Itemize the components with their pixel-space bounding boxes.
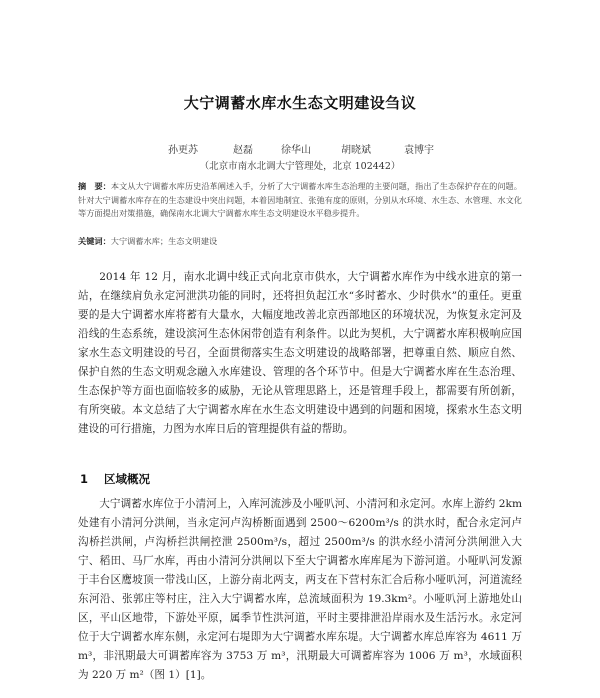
section-1-body — [78, 495, 522, 685]
author-name: 袁博宇 — [404, 145, 434, 156]
abstract — [78, 180, 522, 221]
section-1-paragraph: 大宁调蓄水库位于小清河上，入库河流涉及小哑叭河、小清河和永定河。水库上游约 2km 处建有小清河分洪闸，当永定河卢沟桥断面遇到 2500～6200m³/s 的洪水时，配合永定河卢沟桥拦洪闸，卢沟桥拦洪闸控泄 2500m³/s，超过 2500m³/s 的洪水经小清河分洪闸泄入大宁、稻田、马厂水库，再由小清河分洪闸以下至大宁调蓄水库库尾为下游河道。小哑叭河发源于丰台区鹰坡顶一带浅山区，上游分南北两支，两支在下营村东汇合后称小哑叭河，河道流经东河沿、张郭庄等村庄，注入大宁调蓄水库，总流域面积为 19.3km²。小哑叭河上游地处山区，平山区地带，下游处平原，属季节性洪河道，平时主要排泄沿岸雨水及生活污水。永定河位于大宁调蓄水库东侧，永定河右堤即为大宁调蓄水库东堤。大宁调蓄水库总库容为 4611 万 m³，非汛期最大可调蓄库容为 3753 万 m³，汛期最大可调蓄库容为 1006 万 m³，水域面积为 220 万 m²（图 1）[1]。 — [78, 498, 522, 681]
author-name: 徐华山 — [281, 145, 311, 156]
intro-paragraph: 2014 年 12 月，南水北调中线正式向北京市供水，大宁调蓄水库作为中线水进京的第一站，在继续肩负永定河泄洪功能的同时，还将担负起江水“多时蓄水、少时供水”的重任。更重要的是大宁调蓄水库将蓄有大量水，大幅度地改善北京西部地区的环境状况，为恢复永定河及沿线的生态系统，建设滨河生态休闲带创造有利条件。以此为契机，大宁调蓄水库积极响应国家水生态文明建设的号召，全面贯彻落实生态文明建设的战略部署，把尊重自然、顺应自然、保护自然的生态文明观念融入水库建设、管理的各个环节中。但是大宁调蓄水库在生态治理、生态保护等方面也面临较多的威胁，无论从管理思路上，还是管理手段上，都需要有所创新，有所突破。本文总结了大宁调蓄水库在水生态文明建设中遇到的问题和困境，探索水生态文明建设的可行措施，力图为水库日后的管理提供有益的帮助。 — [78, 271, 522, 435]
keywords-text: 大宁调蓄水库；生态文明建设 — [110, 236, 218, 246]
intro-section — [78, 268, 522, 439]
author-name: 孙更苏 — [168, 145, 198, 156]
author-name: 胡晓斌 — [341, 145, 371, 156]
paper-title: 大宁调蓄水库水生态文明建设刍议 — [183, 94, 417, 112]
abstract-label: 摘 要： — [78, 181, 111, 191]
affiliation: （北京市南水北调大宁管理处，北京 102442） — [199, 161, 401, 172]
section-title: 区域概况 — [104, 472, 151, 486]
section-heading — [80, 471, 150, 487]
keywords — [78, 236, 522, 247]
abstract-text: 本文从大宁调蓄水库历史沿革阐述入手，分析了大宁调蓄水库生态治理的主要问题，指出了生态保护存在的问题。针对大宁调蓄水库存在的生态建设中突出问题，本着因地制宜、张弛有度的原则，分别从水环境、水生态、水管理、水文化等方面提出对策措施，确保南水北调大宁调蓄水库生态文明建设水平稳步提升。 — [78, 181, 522, 219]
author-name: 赵磊 — [233, 145, 253, 156]
section-number: 1 — [80, 472, 89, 486]
keywords-label: 关键词： — [78, 236, 111, 246]
